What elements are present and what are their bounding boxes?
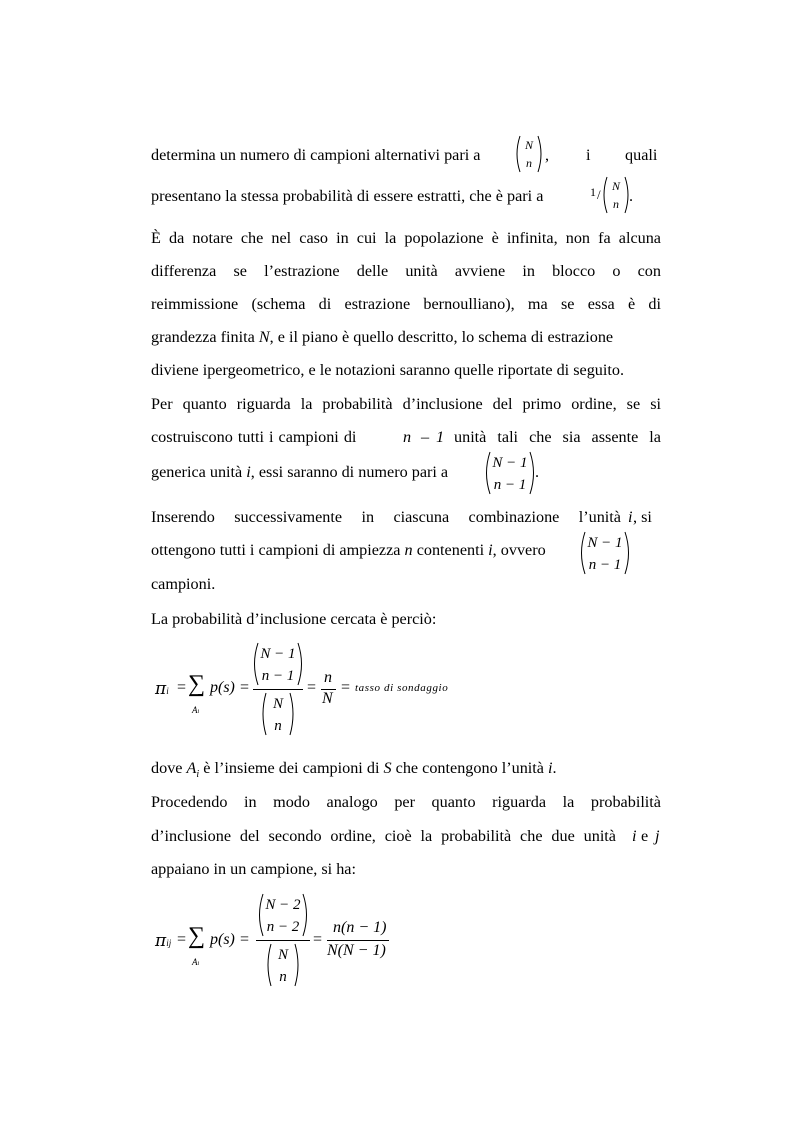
binomial-bottom: n − 1 [493,477,527,493]
binomial-bottom: n [274,718,282,734]
f2-den-binomial [265,942,301,988]
p4-line3: campioni. [151,575,216,593]
p4-line2-b: contenenti [412,541,489,559]
p2-line4-a: grandezza finita [151,328,259,346]
p1-line1-text: determina un numero di campioni alternativi pari a [151,146,481,164]
f2-num-binomial [256,892,310,938]
f1-frac-den: N [322,690,333,707]
p1-i: i [586,146,591,164]
p3-line3-b: , essi saranno di numero pari a [250,463,449,481]
binomial-top: N [272,696,284,712]
p5-line1: La probabilità d’inclusione cercata è perciò: [151,610,437,628]
p3-period: . [535,463,540,481]
binomial-top: N − 1 [260,646,296,662]
p2-line4-b: , e il piano è quello descritto, lo schema di estrazione [269,328,614,346]
p2-line1: È da notare che nel caso in cui la popolazione è infinita, non fa alcuna [151,229,661,247]
p7-line1: Procedendo in modo analogo per quanto riguarda la probabilità [151,793,661,811]
p6-line1 [151,758,557,785]
f1-den-binomial [260,691,296,737]
f1-frac-num: n [324,669,332,686]
p2-line3: reimmissione (schema di estrazione bernoulliano), ma se essa è di [151,295,661,313]
p1-line2-text: presentano la stessa probabilità di essere estratti, che è pari a [151,187,544,205]
f2-frac-den: N(N − 1) [327,942,386,959]
binomial-N1-n1-1 [483,450,540,496]
f1-eq: = [177,679,187,696]
p7-line2-a: d’inclusione del secondo ordine, cioè la probabilità che due unità [151,827,616,845]
binomial-N-n-1 [514,134,544,174]
p4-line1-a: Inserendo successivamente in ciascuna combinazione l’unità [151,508,621,526]
binomial-top: N − 2 [265,897,301,913]
p3-line2-n: n [403,428,412,446]
f1-num-binomial [251,641,305,687]
f2-sum-sub: Ai [192,957,200,967]
f2-small-bar [327,940,389,941]
p3-line3-a: generica unità [151,463,247,481]
p7-line2-j: j [655,827,660,845]
binomial-top: N [277,947,289,963]
f1-eq2: = [240,679,250,696]
f2-eq2: = [240,931,250,948]
p6-A-sub: i [196,769,200,781]
binomial-N-n-2 [601,175,634,215]
p6-c: che contengono l’unità [391,759,549,777]
p6-S: S [383,759,392,777]
p2-line4 [151,327,661,347]
binomial-bottom: n − 1 [588,557,622,573]
p1-quali: quali [625,146,658,164]
p6-i: i [548,759,553,777]
binomial-bottom: n [526,156,532,170]
p1-slash: / [597,187,601,202]
f2-lhs: πij [155,931,172,951]
p3-line3 [151,462,448,482]
f1-sum: ∑ [188,671,206,697]
f2-frac-num: n(n − 1) [333,919,387,936]
binomial-bottom: n [613,197,619,211]
binomial-N1-n1-2 [578,530,632,576]
p3-line3-i: i [246,463,251,481]
binomial-top: N − 1 [587,535,623,551]
f2-ps: p(s) [210,931,235,948]
binomial-bottom: n − 1 [261,668,295,684]
binomial-top: N − 1 [492,455,528,471]
p3-line2-a: costruiscono tutti i campioni di [151,428,357,446]
p4-line2-i: i [488,541,493,559]
p3-line2-b: unità tali che sia assente la [454,428,661,446]
p1-comma: , [545,146,550,164]
p6-b: è l’insieme dei campioni di [199,759,384,777]
p7-line2-e: e [641,827,649,845]
p1-one: 1 [590,185,596,199]
f1-eq4: = [341,679,351,696]
p3-line2-dash: – [421,428,430,446]
f1-label: tasso di sondaggio [355,682,449,694]
f1-fraction-bar [253,689,303,690]
p2-line2: differenza se l’estrazione delle unità avviene in blocco o con [151,262,661,280]
p6-d: . [552,759,557,777]
p1-period: . [629,187,634,205]
p7-line2-i: i [632,827,637,845]
f2-sum: ∑ [188,923,206,949]
f1-lhs: πi [155,679,169,699]
p6-a: dove [151,759,187,777]
f2-fraction-bar [256,940,310,941]
binomial-top: N [611,179,621,193]
binomial-bottom: n [279,969,287,985]
p4-line1-comma: , si [633,508,652,526]
f2-eq3: = [313,931,323,948]
f1-ps: p(s) [210,679,235,696]
p4-line2-n: n [404,541,413,559]
p2-line5: diviene ipergeometrico, e le notazioni saranno quelle riportate di seguito. [151,361,625,379]
p6-A: A [186,759,197,777]
p3-line1: Per quanto riguarda la probabilità d’inclusione del primo ordine, se si [151,395,661,413]
p3-line2-one: 1 [436,428,445,446]
f1-sum-sub: Ai [192,705,200,715]
p7-line3: appaiano in un campione, si ha: [151,860,356,878]
f1-eq3: = [307,679,317,696]
p4-line1-i: i [628,508,633,526]
binomial-top: N [524,138,534,152]
binomial-bottom: n − 2 [266,919,300,935]
p4-line2-c: , ovvero [492,541,546,559]
p4-line2 [151,540,546,560]
p4-line2-a: ottengono tutti i campioni di ampiezza [151,541,405,559]
p2-line4-N: N [258,328,270,346]
f2-eq: = [177,931,187,948]
